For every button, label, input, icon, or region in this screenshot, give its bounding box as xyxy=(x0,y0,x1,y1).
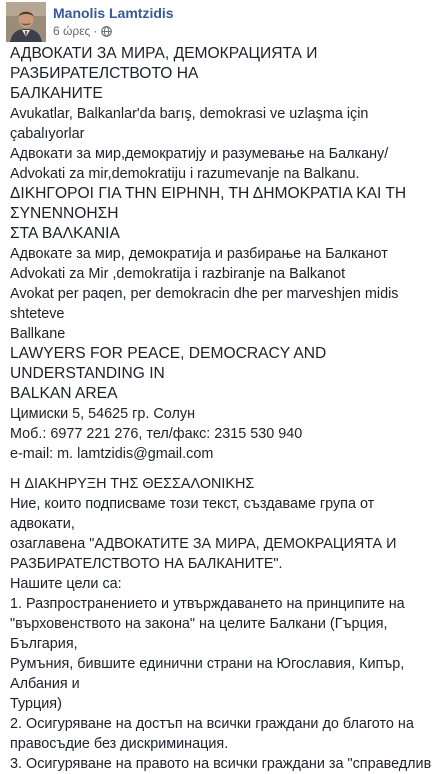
post-line: БАЛКАНИТЕ xyxy=(10,85,103,102)
post-line: ΣΤΑ ΒΑΛΚΑΝΙΑ xyxy=(10,225,120,242)
post-line: Avokat per paqen, per demokracin dhe per marveshjen midis shteteve xyxy=(10,286,399,322)
post-line: Ние, които подписваме този текст, създаваме група от адвокати, xyxy=(10,496,375,532)
post-line: LAWYERS FOR PEACE, DEMOCRACY AND UNDERSTANDING IN xyxy=(10,345,327,382)
paragraph-gap xyxy=(10,464,438,474)
post-line: Нашите цели са: xyxy=(10,576,122,592)
post-line: 2. Осигуряване на достъп на всички граждани до благото на xyxy=(10,716,414,732)
post-line: "върховенството на закона" на целите Балкани (Гърция, България, xyxy=(10,616,388,652)
post-line: Ballkane xyxy=(10,326,66,342)
post-line: Адвокати за мир,демократију и разумевање на Балкану/ xyxy=(10,146,389,162)
post-line: Моб.: 6977 221 276, тел/факс: 2315 530 940 xyxy=(10,426,303,442)
post-line: РАЗБИРАТЕЛСТВОТО НА БАЛКАНИТЕ". xyxy=(10,556,283,572)
post-line: Румъния, бившите единични страни на Югославия, Кипър, Албания и xyxy=(10,656,405,692)
globe-icon[interactable] xyxy=(101,26,112,37)
post-line: 1. Разпространението и утвърждаването на принципите на xyxy=(10,596,405,612)
post-line: ΔΙΚΗΓΟΡΟΙ ΓΙΑ ΤΗΝ ΕΙΡΗΝΗ, ΤΗ ΔΗΜΟΚΡΑΤΙΑ ΚΑΙ ΤΗ ΣΥΝΕΝΝΟΗΣΗ xyxy=(10,185,407,222)
post-line: озаглавена "АДВОКАТИТЕ ЗА МИРА, ДЕМОКРАЦИЯТА И xyxy=(10,536,397,552)
post-line: правосъдие без дискриминация. xyxy=(10,736,229,752)
post-line: Н ΔΙΑΚΗΡΥΞΗ ΤΗΣ ΘΕΣΣΑΛΟΝΙΚΗΣ xyxy=(10,476,255,492)
post-line: Advokati za Mir ,demokratija i razbiranje na Balkanot xyxy=(10,266,346,282)
profile-photo-icon xyxy=(6,2,46,42)
post-meta xyxy=(53,24,112,38)
post-header xyxy=(6,2,436,42)
post-line: BALKAN AREA xyxy=(10,385,118,402)
post-line: Адвокате за мир, демократија и разбирање на Балканот xyxy=(10,246,388,262)
post-line[interactable]: e-mail: m. lamtzidis@gmail.com xyxy=(10,446,214,462)
post-line: АДВОКАТИ ЗА МИРА, ДЕМОКРАЦИЯТА И РАЗБИРАТЕЛСТВОТО НА xyxy=(10,45,318,82)
post-line: Турция) xyxy=(10,696,62,712)
post-timestamp[interactable]: 6 ώρες xyxy=(53,24,91,38)
post-line: Advokati za mir,demokratiju i razumevanje na Balkanu. xyxy=(10,166,360,182)
post-text xyxy=(10,44,438,774)
post-line: 3. Осигуряване на правото на всички граждани за "справедлив xyxy=(10,756,432,772)
meta-separator: · xyxy=(93,24,98,38)
author-avatar[interactable] xyxy=(6,2,46,42)
post-line: Avukatlar, Balkanlar'da barış, demokrasi ve uzlaşma için çabalıyorlar xyxy=(10,106,369,142)
author-name[interactable]: Manolis Lamtzidis xyxy=(53,5,174,21)
post-line: Цимиски 5, 54625 гр. Солун xyxy=(10,406,196,422)
